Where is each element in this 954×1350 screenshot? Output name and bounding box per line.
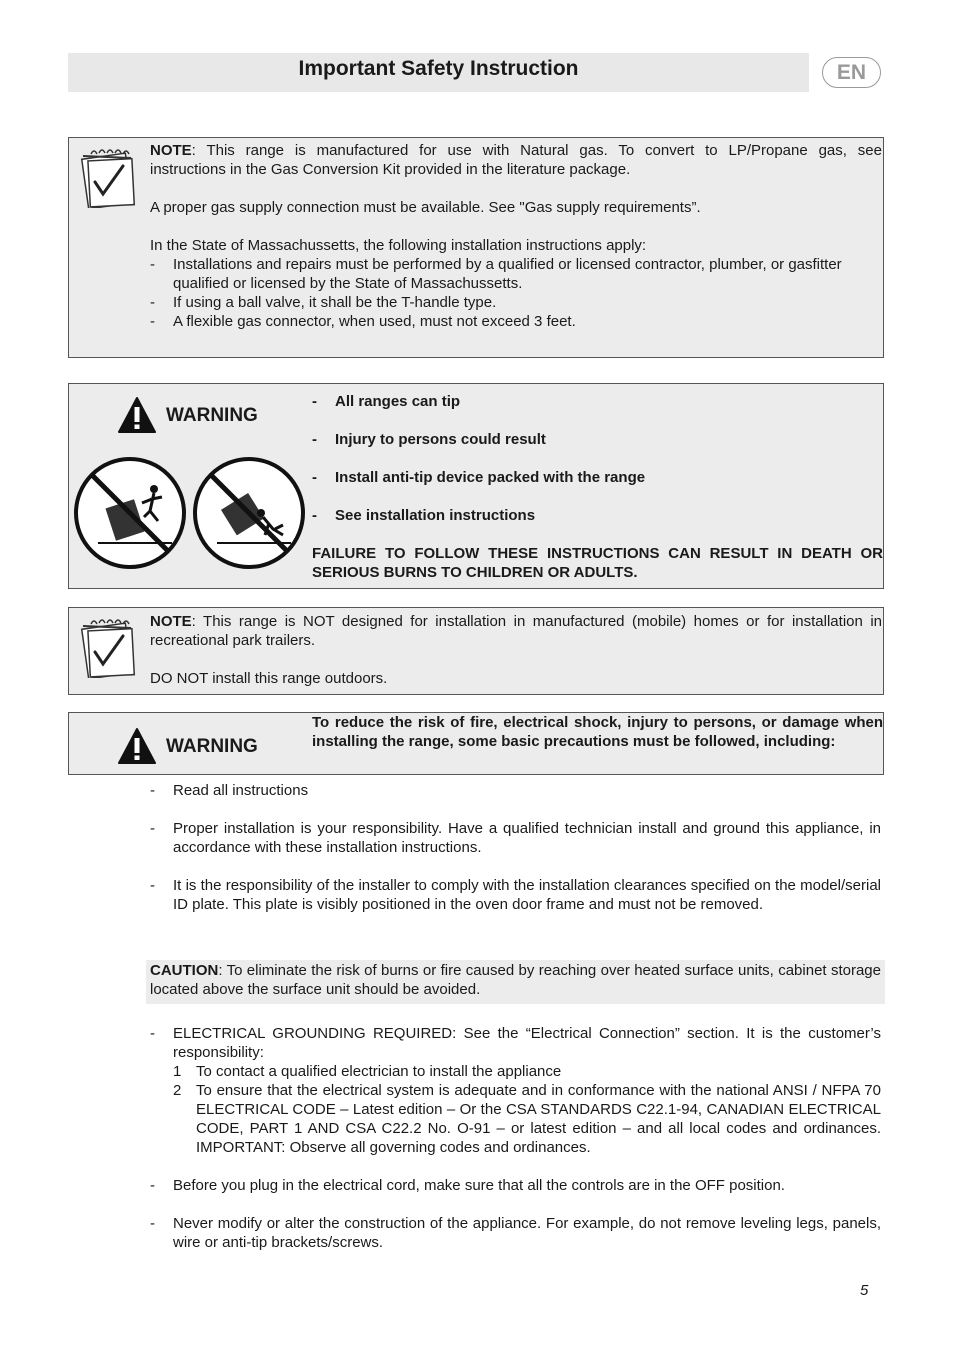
note-label: NOTE [150, 613, 192, 630]
notepad-check-icon [77, 146, 137, 208]
sub-list-item: 2 To ensure that the electrical system is adequate and in conformance with the national ANSI / NFPA 70 ELECTRICAL CODE – Latest edition – Or the CSA STANDARDS C22.1-94, CANADIAN ELECTRICAL CODE, PART 1 AND CSA C22.2 No. O-91 – or latest edition – and all local codes and ordinances. IMPORTANT: Observe all governing codes and ordinances. [173, 1082, 881, 1156]
notepad-check-icon [77, 616, 137, 678]
note-text: : This range is manufactured for use with Natural gas. To convert to LP/Propane gas, see [191, 142, 882, 159]
note-para-massachusetts: In the State of Massachussetts, the following installation instructions apply: [150, 237, 647, 254]
no-tip-range-child-icon [72, 455, 188, 571]
list-item: - ELECTRICAL GROUNDING REQUIRED: See the “Electrical Connection” section. It is the customer’s responsibility: [150, 1025, 881, 1061]
list-item: - Installations and repairs must be performed by a qualified or licensed contractor, plumber, or gasfitter qualified or licensed by the State of Massachussetts. [150, 256, 842, 292]
note-text: : This range is NOT designed for installation in manufactured (mobile) homes or for installation in recreational park trailers. [150, 613, 882, 649]
list-item: - Proper installation is your responsibility. Have a qualified technician install and ground this appliance, in accordance with these installation instructions. [150, 820, 881, 856]
warning-label: WARNING [166, 736, 258, 757]
list-item: - Never modify or alter the construction of the appliance. For example, do not remove leveling legs, panels, wire or anti-tip brackets/screws. [150, 1215, 881, 1251]
list-item: - See installation instructions [312, 507, 536, 524]
list-item: - If using a ball valve, it shall be the T-handle type. [150, 294, 497, 311]
list-item: - It is the responsibility of the installer to comply with the installation clearances specified on the model/serial ID plate. This plate is visibly positioned in the oven door frame and must not be removed. [150, 877, 881, 913]
caution-text: : To eliminate the risk of burns or fire caused by reaching over heated surface units, cabinet storage located above the surface unit should be avoided. [150, 962, 881, 998]
list-item: - Injury to persons could result [312, 431, 546, 448]
warning-failure-text: FAILURE TO FOLLOW THESE INSTRUCTIONS CAN RESULT IN DEATH OR SERIOUS BURNS TO CHILDREN OR ADULTS. [312, 545, 883, 581]
list-item: - Install anti-tip device packed with the range [312, 469, 646, 486]
list-item: - A flexible gas connector, when used, must not exceed 3 feet. [150, 313, 576, 330]
page-number: 5 [860, 1282, 869, 1299]
list-item: - Read all instructions [150, 782, 309, 799]
note-para-outdoors: DO NOT install this range outdoors. [150, 670, 388, 687]
warning-label: WARNING [166, 405, 258, 426]
note-box-mobile-homes [68, 607, 884, 695]
list-item: - All ranges can tip [312, 393, 461, 410]
caution-box [146, 960, 885, 1004]
warning-triangle-icon [117, 396, 157, 434]
note-label: NOTE [150, 142, 192, 159]
note-para-gas-supply: A proper gas supply connection must be available. See "Gas supply requirements”. [150, 199, 701, 216]
language-badge: EN [822, 57, 881, 88]
warning-header [117, 396, 287, 436]
sub-list-item: 1 To contact a qualified electrician to install the appliance [173, 1063, 562, 1080]
caution-label: CAUTION [150, 962, 219, 979]
page-title: Important Safety Instruction [298, 57, 579, 80]
warning-header [117, 727, 287, 767]
warning-precautions-text: To reduce the risk of fire, electrical shock, injury to persons, or damage when installing the range, some basic precautions must be followed, including: [312, 714, 883, 750]
list-item: - Before you plug in the electrical cord, make sure that all the controls are in the OFF position. [150, 1177, 785, 1194]
warning-box-tip [68, 383, 884, 589]
warning-triangle-icon [117, 727, 157, 765]
warning-box-precautions [68, 712, 884, 775]
note-box-gas [68, 137, 884, 358]
title-bar [68, 53, 809, 92]
note-text-cont: instructions in the Gas Conversion Kit provided in the literature package. [150, 161, 631, 178]
no-tip-range-fall-icon [191, 455, 307, 571]
